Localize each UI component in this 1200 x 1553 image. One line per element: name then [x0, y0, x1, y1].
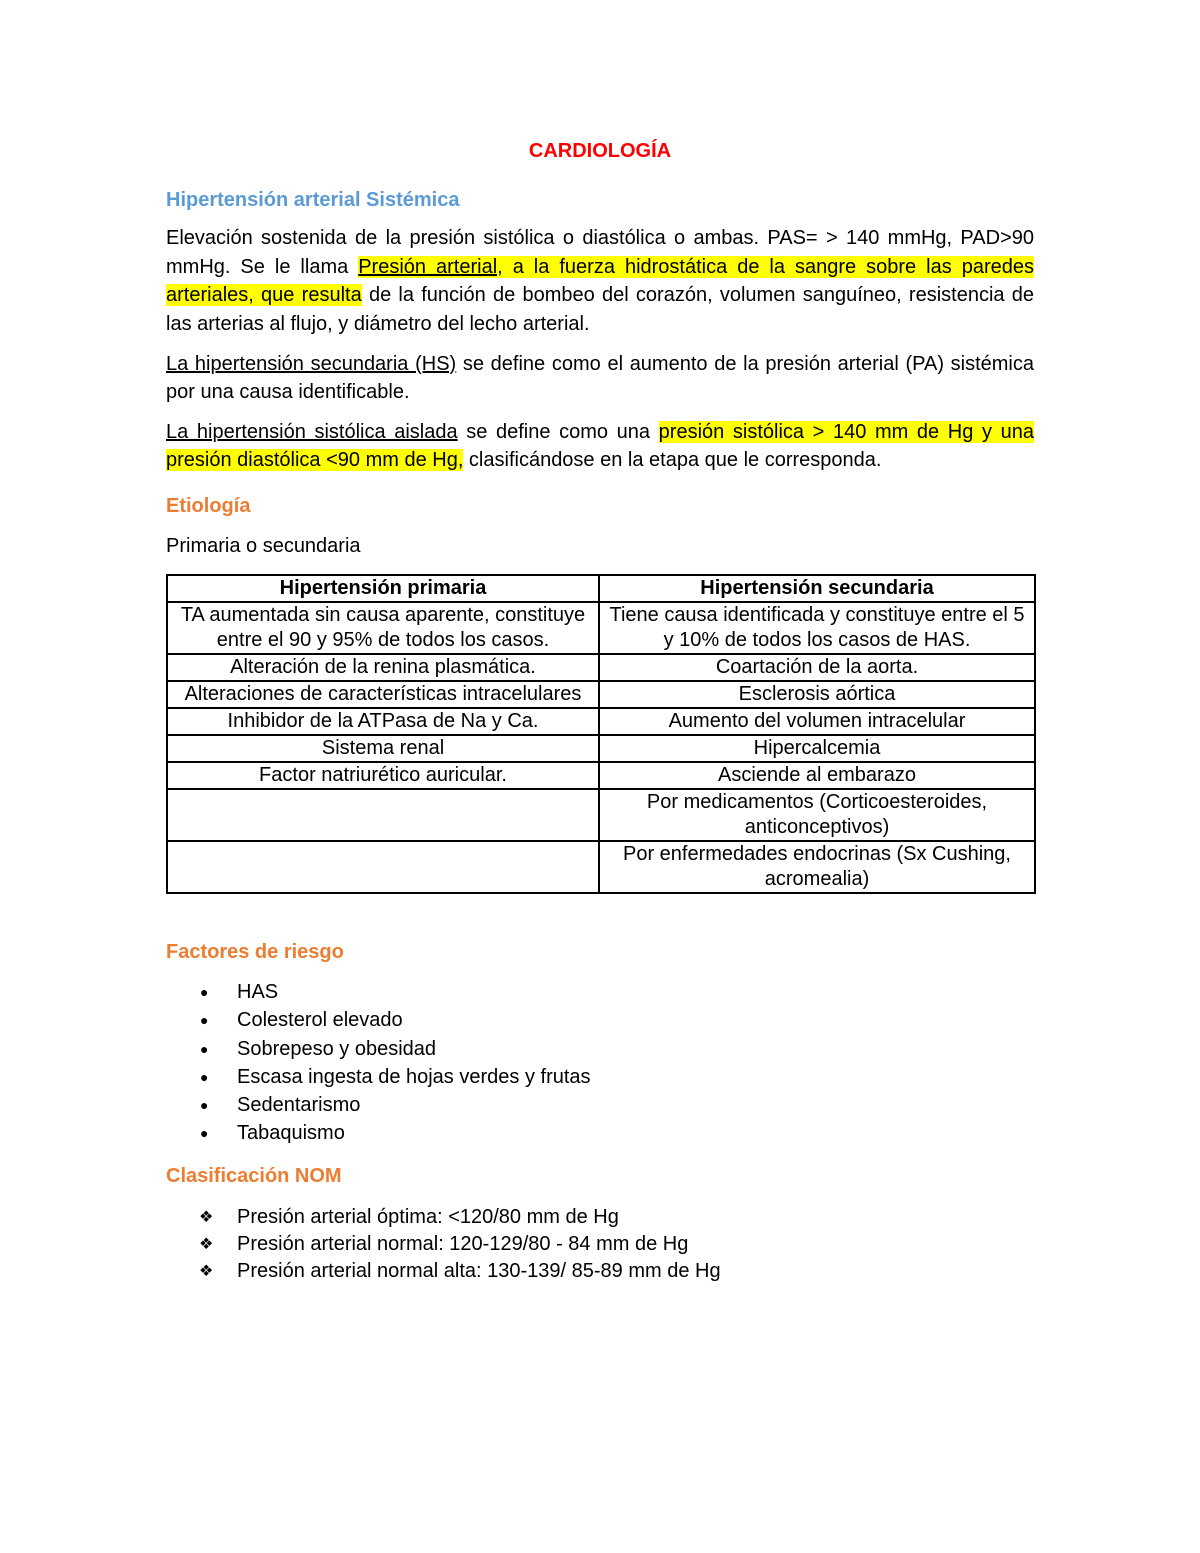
section-heading-factores: Factores de riesgo — [166, 941, 344, 963]
list-item: ● Colesterol elevado — [166, 1006, 1034, 1034]
secundaria-term: La hipertensión secundaria (HS) — [166, 353, 457, 375]
sistolica-aislada-term: La hipertensión sistólica aislada — [166, 421, 458, 443]
table-row — [167, 708, 1035, 735]
secundaria-text: se define como el aumento de la presión arterial (PA) sistémica por una causa identificable. — [166, 353, 1035, 403]
table-cell: Asciende al embarazo — [599, 762, 1035, 789]
table-row — [167, 841, 1035, 893]
table-header-secundaria: Hipertensión secundaria — [599, 575, 1035, 602]
bullet-dot-icon: ● — [200, 1012, 209, 1029]
table-cell: Por enfermedades endocrinas (Sx Cushing, acromealia) — [599, 841, 1035, 893]
bullet-dot-icon: ● — [200, 984, 209, 1000]
section-heading-hipertension: Hipertensión arterial Sistémica — [166, 189, 460, 211]
presion-arterial-term: Presión arterial — [358, 255, 498, 278]
bullet-dot-icon: ● — [200, 1040, 209, 1057]
highlight-fuerza-hidrostatica: , a la fuerza hidrostática de la sangre sobre las paredes arteriales, que resulta — [166, 255, 1034, 306]
bullet-dot-icon: ● — [200, 1097, 209, 1114]
factores-list — [166, 978, 1034, 1148]
sistolica-text: se define como una — [457, 421, 659, 443]
section-heading-etiologia: Etiología — [166, 495, 251, 517]
list-item: ● Escasa ingesta de hojas verdes y frutas — [166, 1063, 1034, 1091]
definition-text-end: de la función de bombeo del corazón, volumen sanguíneo, resistencia de las arterias al flujo, y diámetro del lecho arterial. — [166, 284, 1034, 335]
table-row — [167, 735, 1035, 762]
table-cell: Alteraciones de características intracelulares — [167, 681, 599, 708]
paragraph-sistolica-aislada — [166, 418, 1034, 474]
bullet-dot-icon: ● — [200, 1125, 209, 1142]
paragraph-secundaria — [166, 350, 1034, 406]
table-cell: Inhibidor de la ATPasa de Na y Ca. — [167, 708, 599, 735]
highlight-presion-values: presión sistólica > 140 mm de Hg y una presión diastólica <90 mm de Hg, — [166, 421, 1034, 471]
four-diamond-icon: ❖ — [199, 1208, 214, 1226]
table-cell: TA aumentada sin causa aparente, constituye entre el 90 y 95% de todos los casos. — [167, 602, 599, 654]
list-item: ● Sedentarismo — [166, 1091, 1034, 1119]
list-item: ● HAS — [166, 978, 1034, 1006]
table-cell: Esclerosis aórtica — [599, 681, 1035, 708]
table-header-row — [167, 575, 1035, 602]
list-item: ❖ Presión arterial normal: 120-129/80 - 84 mm de Hg — [166, 1231, 1034, 1258]
section-heading-clasificacion-nom: Clasificación NOM — [166, 1164, 342, 1187]
table-cell: Alteración de la renina plasmática. — [167, 654, 599, 681]
sistolica-text-end: clasificándose en la etapa que le corresponda. — [463, 449, 882, 471]
document-content — [166, 134, 1034, 1285]
etiologia-subtext: Primaria o secundaria — [166, 535, 361, 557]
table-cell: Coartación de la aorta. — [599, 654, 1035, 681]
table-cell — [167, 841, 599, 893]
etiologia-table — [166, 574, 1036, 894]
table-header-primaria: Hipertensión primaria — [167, 575, 599, 602]
table-row — [167, 789, 1035, 841]
paragraph-definition — [166, 224, 1034, 338]
list-item: ❖ Presión arterial óptima: <120/80 mm de Hg — [166, 1204, 1034, 1231]
bullet-dot-icon: ● — [200, 1068, 209, 1085]
table-cell: Factor natriurético auricular. — [167, 762, 599, 789]
list-item: ● Sobrepeso y obesidad — [166, 1035, 1034, 1063]
four-diamond-icon: ❖ — [199, 1262, 214, 1280]
table-row — [167, 654, 1035, 681]
table-cell: Por medicamentos (Corticoesteroides, anticonceptivos) — [599, 789, 1035, 841]
nom-list — [166, 1204, 1034, 1285]
table-row — [167, 602, 1035, 654]
table-cell: Sistema renal — [167, 735, 599, 762]
four-diamond-icon: ❖ — [199, 1235, 214, 1253]
table-row — [167, 762, 1035, 789]
table-cell — [167, 789, 599, 841]
table-cell: Hipercalcemia — [599, 735, 1035, 762]
page-title: CARDIOLOGÍA — [528, 140, 672, 162]
table-cell: Tiene causa identificada y constituye entre el 5 y 10% de todos los casos de HAS. — [599, 602, 1035, 654]
list-item: ● Tabaquismo — [166, 1119, 1034, 1147]
definition-text: Elevación sostenida de la presión sistólica o diastólica o ambas. PAS= > 140 mmHg, PAD>90 mmHg. Se le llama — [166, 227, 1034, 278]
list-item: ❖ Presión arterial normal alta: 130-139/ 85-89 mm de Hg — [166, 1258, 1034, 1285]
table-cell: Aumento del volumen intracelular — [599, 708, 1035, 735]
table-row — [167, 681, 1035, 708]
